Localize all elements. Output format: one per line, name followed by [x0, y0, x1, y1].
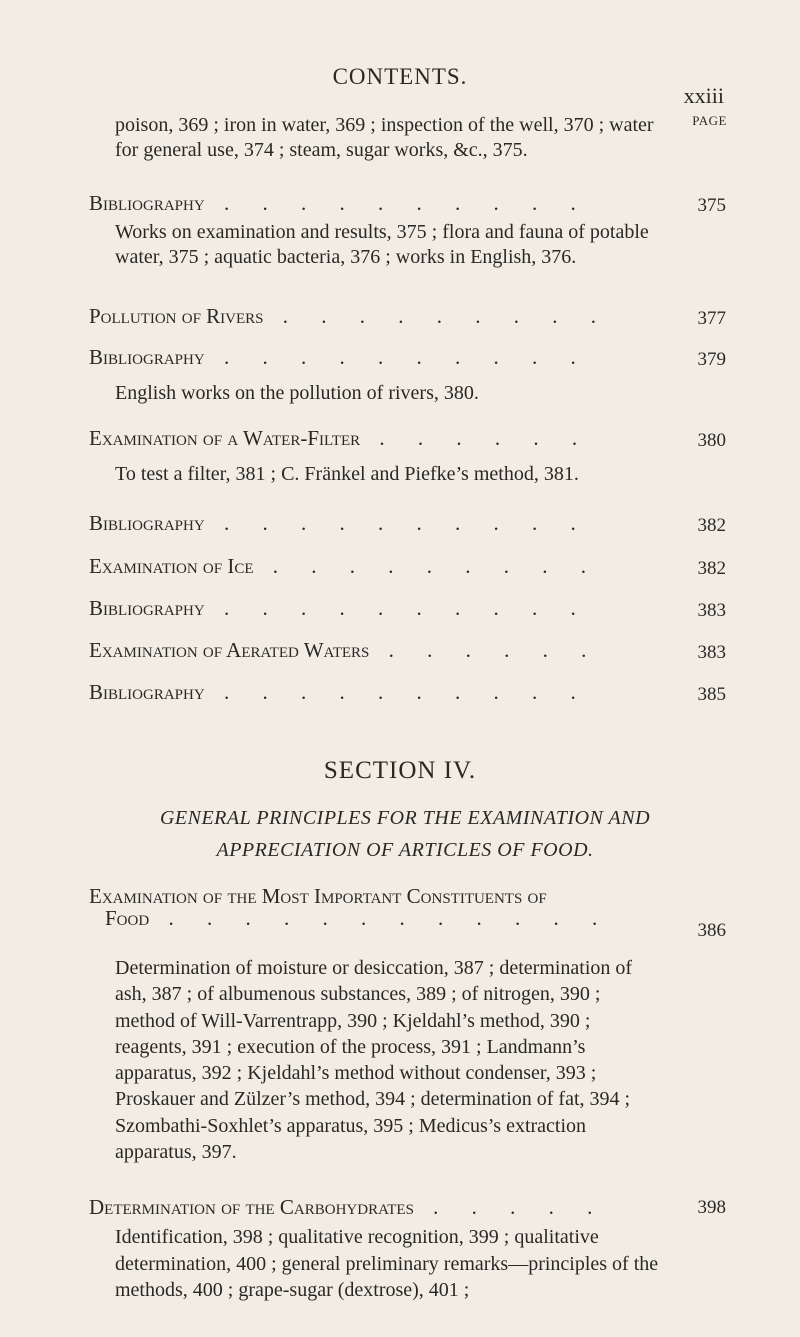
toc-entry-page: 375 [697, 195, 726, 216]
toc-entry-heading: Determination of the Carbohydrates . . . . . [89, 1195, 607, 1219]
toc-entry-page: 379 [697, 349, 726, 370]
heading-text: Bibliography [89, 680, 205, 704]
toc-entry-heading: Pollution of Rivers . . . . . . . . . [89, 304, 611, 328]
running-title: CONTENTS. [332, 64, 468, 89]
toc-entry-heading: Examination of the Most Important Constituents of [89, 884, 547, 908]
heading-text: Bibliography [89, 345, 205, 369]
toc-entry-page: 398 [697, 1197, 726, 1218]
toc-entry-page: 383 [697, 600, 726, 621]
toc-entry-page: 382 [697, 558, 726, 579]
toc-entry-page: 385 [697, 684, 726, 705]
toc-entry-heading: Bibliography . . . . . . . . . . [89, 680, 590, 704]
toc-entry-heading: Examination of Ice . . . . . . . . . [89, 554, 600, 578]
heading-text: Bibliography [89, 511, 205, 535]
toc-entry-details: English works on the pollution of rivers, 380. [115, 382, 479, 404]
heading-text: Bibliography [89, 596, 205, 620]
section-title: SECTION IV. [323, 757, 477, 784]
toc-entry-heading: Bibliography . . . . . . . . . . [89, 191, 590, 215]
toc-entry-details: To test a filter, 381 ; C. Fränkel and Piefke’s method, 381. [115, 463, 579, 485]
heading-text: Examination of Ice [89, 554, 254, 578]
intro-paragraph: poison, 369 ; iron in water, 369 ; inspection of the well, 370 ; water for general use, 374 ; steam, sugar works, &c., 375. [115, 114, 654, 161]
toc-entry-heading: Bibliography . . . . . . . . . . [89, 511, 590, 535]
heading-text: Bibliography [89, 191, 205, 215]
section-subtitle-line-1: GENERAL PRINCIPLES FOR THE EXAMINATION AND [159, 807, 651, 829]
toc-entry-page: 380 [697, 430, 726, 451]
toc-entry-heading: Examination of a Water-Filter . . . . . . [89, 426, 592, 450]
heading-text: Examination of a Water-Filter [89, 426, 361, 450]
roman-page-number: xxiii [683, 83, 724, 108]
section-subtitle-line-2: APPRECIATION OF ARTICLES OF FOOD. [216, 839, 594, 861]
toc-entry-page: 386 [697, 920, 726, 941]
heading-text: Examination of Aerated Waters [89, 638, 370, 662]
toc-entry-page: 377 [697, 308, 726, 329]
toc-entry-page: 382 [697, 515, 726, 536]
heading-text: Food [105, 906, 150, 930]
toc-entry-details: Identification, 398 ; qualitative recognition, 399 ; qualitative determination, 400 ; general preliminary remarks—principles of the methods, 400 ; grape-sugar (dextrose), 401 ; [115, 1226, 659, 1301]
toc-entry-heading: Bibliography . . . . . . . . . . [89, 596, 590, 620]
toc-entry-page: 383 [697, 642, 726, 663]
toc-entry-heading: Bibliography . . . . . . . . . . [89, 345, 590, 369]
heading-text: Pollution of Rivers [89, 304, 264, 328]
toc-entry-heading: Examination of Aerated Waters . . . . . . [89, 638, 601, 662]
heading-text: Determination of the Carbohydrates [89, 1195, 414, 1219]
toc-entry-heading-continued: Food . . . . . . . . . . . . [105, 906, 612, 930]
toc-entry-details: Determination of moisture or desiccation, 387 ; determination of ash, 387 ; of albumenous substances, 389 ; of nitrogen, 390 ; method of Will-Varrentrapp, 390 ; Kjeldahl’s method, 390 ; reagents, 391 ; execution of the process, 391 ; Landmann’s apparatus, 392 ; Kjeldahl’s method without condenser, 393 ; Proskauer and Zülzer’s method, 394 ; determination of fat, 394 ; Szombathi-Soxhlet’s apparatus, 395 ; Medicus’s extraction apparatus, 397. [115, 957, 633, 1164]
toc-entry-details: Works on examination and results, 375 ; flora and fauna of potable water, 375 ; aquatic bacteria, 376 ; works in English, 376. [115, 221, 649, 268]
page-column-label: PAGE [692, 113, 727, 128]
